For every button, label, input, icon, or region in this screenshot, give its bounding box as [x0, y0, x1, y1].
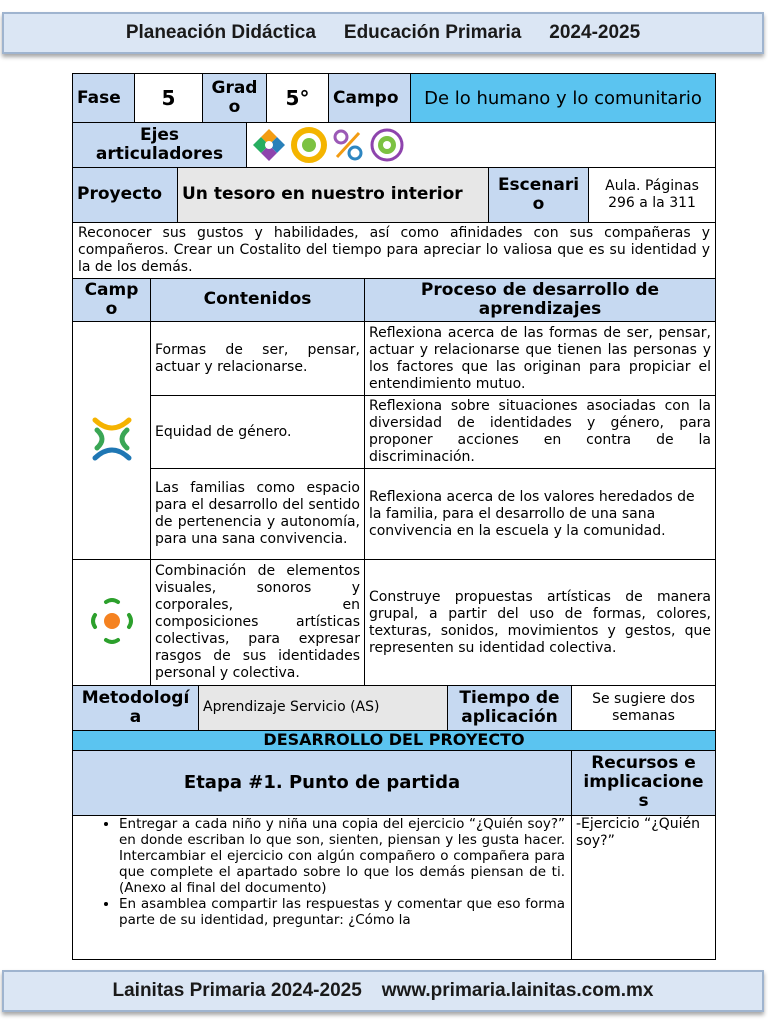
ejes-icons — [247, 123, 716, 167]
proyecto-label: Proyecto — [73, 168, 178, 223]
footer-banner — [2, 970, 764, 1012]
contents-table — [72, 279, 716, 687]
footer-url[interactable]: www.primaria.lainitas.com.mx — [381, 980, 654, 1001]
header-level: Educación Primaria — [343, 22, 522, 43]
info-row-ejes — [72, 123, 716, 168]
proposito-text: Reconocer sus gustos y habilidades, así como afinidades con sus compañeras y compañeros. Crear un Costalito del tiempo para apreciar lo valiosa que es su identidad y la de los demás. — [73, 223, 716, 278]
grado-value: 5° — [267, 74, 329, 123]
inclusion-icon — [251, 127, 287, 163]
human-community-icon — [87, 414, 137, 464]
etapa-table — [72, 751, 716, 960]
campo-icon-cell-2 — [73, 560, 151, 686]
proceso-cell: Reflexiona acerca de las formas de ser, pensar, actuar y relacionarse que tienen las personas y los factores que las originan para propiciar el entendimiento mutuo. — [365, 322, 716, 396]
proyecto-value: Un tesoro en nuestro interior — [178, 168, 489, 223]
contenido-cell: Las familias como espacio para el desarrollo del sentido de pertenencia y autonomía, para una sana convivencia. — [151, 469, 365, 560]
col-contenidos-header: Contenidos — [151, 279, 365, 322]
header-title: Planeación Didáctica — [125, 22, 316, 43]
list-item: • En asamblea compartir las respuestas y comentar que eso forma parte de su identidad, preguntar: ¿Cómo la — [119, 896, 565, 928]
fase-value: 5 — [135, 74, 203, 123]
campo-value: De lo humano y lo comunitario — [411, 74, 716, 123]
header-cycle: 2024-2025 — [549, 22, 641, 43]
grado-label: Grad o — [203, 74, 267, 123]
desarrollo-title-row — [72, 731, 716, 752]
campo-label: Campo — [329, 74, 411, 123]
planning-sheet — [72, 73, 716, 960]
metodologia-value: Aprendizaje Servicio (AS) — [199, 686, 448, 730]
footer-brand: Lainitas Primaria 2024-2025 — [112, 980, 362, 1001]
tiempo-label: Tiempo de aplicación — [448, 686, 572, 730]
col-campo-header: Camp o — [73, 279, 151, 322]
info-row-fase — [72, 73, 716, 123]
interculturality-icon — [331, 127, 365, 163]
info-row-proyecto — [72, 168, 716, 224]
campo-icon-cell-1 — [73, 322, 151, 560]
recursos-value: -Ejercicio “¿Quién soy?” — [572, 815, 716, 959]
actividades-list — [73, 816, 565, 928]
ejes-label: Ejes articuladores — [73, 123, 247, 167]
tiempo-value: Se sugiere dos semanas — [572, 686, 716, 730]
proposito-row — [72, 223, 716, 279]
gender-equality-icon — [369, 127, 405, 163]
recursos-label: Recursos e implicacione s — [572, 751, 716, 815]
proceso-cell: Reflexiona acerca de los valores heredados de la familia, para el desarrollo de una sana convivencia en la escuela y la comunidad. — [365, 469, 716, 560]
proceso-cell: Reflexiona sobre situaciones asociadas con la diversidad de identidades y género, para proponer acciones en contra de la discriminación. — [365, 396, 716, 469]
metodologia-label: Metodologí a — [73, 686, 199, 730]
critical-thinking-icon — [291, 127, 327, 163]
contenido-cell: Formas de ser, pensar, actuar y relacionarse. — [151, 322, 365, 396]
metodologia-row — [72, 686, 716, 731]
etapa-title: Etapa #1. Punto de partida — [73, 751, 572, 815]
proceso-cell: Construye propuestas artísticas de manera grupal, a partir del uso de formas, colores, texturas, sonidos, movimientos y gestos, que representen su identidad colectiva. — [365, 560, 716, 686]
header-banner — [2, 12, 764, 54]
escenario-label: Escenari o — [489, 168, 589, 223]
fase-label: Fase — [73, 74, 135, 123]
contenido-cell: Equidad de género. — [151, 396, 365, 469]
col-proceso-header: Proceso de desarrollo de aprendizajes — [365, 279, 716, 322]
desarrollo-title: DESARROLLO DEL PROYECTO — [73, 731, 716, 751]
escenario-value: Aula. Páginas 296 a la 311 — [589, 168, 716, 223]
actividades-cell — [73, 815, 572, 959]
contenido-cell: Combinación de elementos visuales, sonoros y corporales, en composiciones artísticas colectivas, para expresar rasgos de sus identidades personal y colectiva. — [151, 560, 365, 686]
languages-icon — [89, 596, 135, 646]
list-item: • Entregar a cada niño y niña una copia del ejercicio “¿Quién soy?” en donde escriban lo que son, sienten, piensan y les gusta hacer. Intercambiar el ejercicio con algún compañero o compañera para que complete el apartado sobre lo que los demás piensan de ti. (Anexo al final del documento) — [119, 816, 565, 896]
